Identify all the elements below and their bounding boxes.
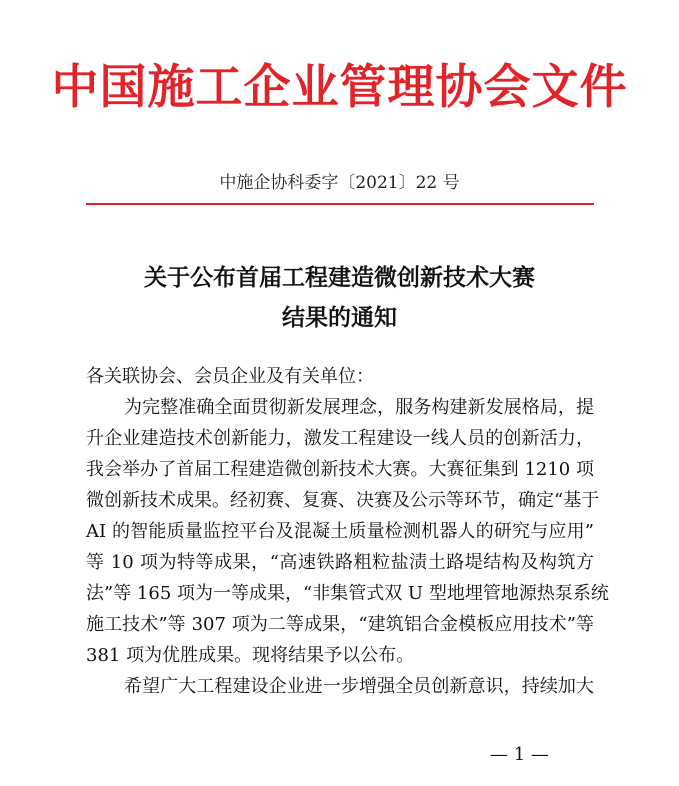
notice-title-line-1: 关于公布首届工程建造微创新技术大赛: [144, 264, 535, 291]
body-line: 微创新技术成果。经初赛、复赛、决赛及公示等环节，确定“基于: [86, 490, 600, 511]
notice-title-line-2: 结果的通知: [282, 304, 397, 331]
body-line: AI 的智能质量监控平台及混凝土质量检测机器人的研究与应用”: [86, 521, 594, 542]
header-divider: [86, 203, 594, 205]
body-line: 381 项为优胜成果。现将结果予以公布。: [86, 645, 415, 666]
document-number: 中施企协科委字〔2021〕22 号: [219, 173, 460, 193]
document-header-title: 中国施工企业管理协会文件: [51, 60, 628, 115]
body-line: 为完整准确全面贯彻新发展理念，服务构建新发展格局，提: [124, 397, 594, 418]
body-line: 施工技术”等 307 项为二等成果，“建筑铝合金模板应用技术”等: [86, 614, 594, 635]
body-line: 法”等 165 项为一等成果，“非集管式双 U 型地埋管地源热泵系统: [86, 583, 609, 604]
body-line: 我会举办了首届工程建造微创新技术大赛。大赛征集到 1210 项: [86, 459, 594, 480]
body-line: 升企业建造技术创新能力，激发工程建设一线人员的创新活力，: [86, 428, 594, 449]
notice-title: [0, 258, 679, 338]
body-line: 等 10 项为特等成果，“高速铁路粗粒盐渍土路堤结构及构筑方: [86, 552, 594, 573]
body-line: 希望广大工程建设企业进一步增强全员创新意识，持续加大: [124, 676, 594, 697]
salutation: 各关联协会、会员企业及有关单位：: [86, 366, 374, 387]
page-number: — 1 —: [490, 744, 549, 765]
body-text: [86, 392, 609, 702]
